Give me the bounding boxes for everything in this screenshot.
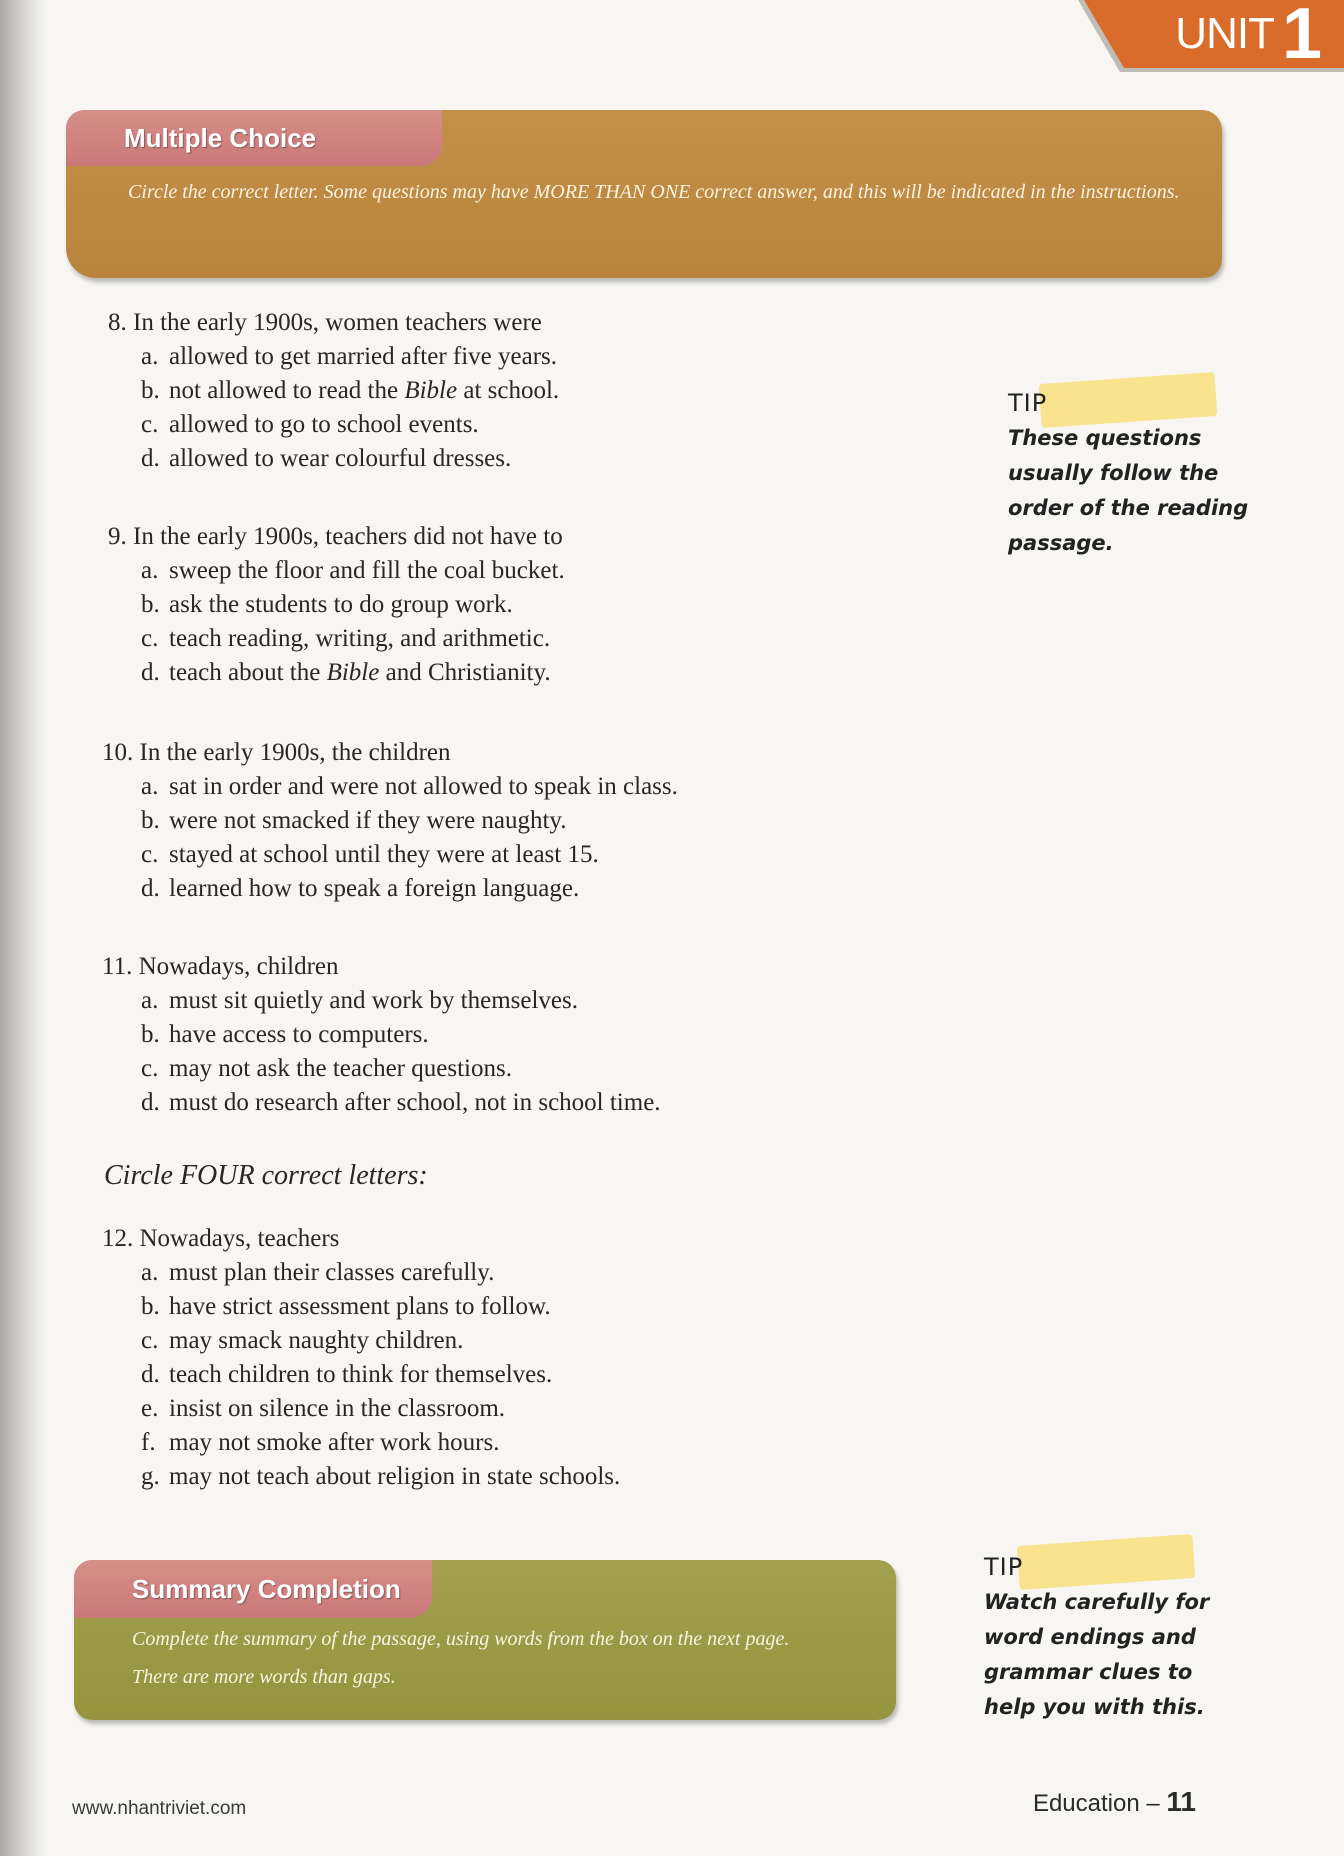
- page-number: 11: [1166, 1786, 1196, 1817]
- tip-line: grammar clues to: [984, 1660, 1193, 1684]
- option-letter: c.: [141, 625, 159, 652]
- option-b[interactable]: [141, 374, 559, 408]
- option-text: allowed to wear colourful dresses.: [169, 445, 512, 472]
- option-text: must sit quietly and work by themselves.: [169, 987, 578, 1014]
- option-letter: b.: [141, 591, 160, 618]
- footer-url: www.nhantriviet.com: [72, 1798, 247, 1819]
- option-letter: g.: [141, 1463, 160, 1490]
- option-c[interactable]: [141, 622, 565, 656]
- option-c[interactable]: [141, 838, 678, 872]
- option-letter: a.: [141, 343, 159, 370]
- option-d[interactable]: [141, 872, 678, 906]
- question-text: In the early 1900s, teachers did not have to: [133, 523, 563, 550]
- option-text: stayed at school until they were at least 15.: [169, 841, 599, 868]
- tip-line: order of the reading: [1008, 496, 1249, 520]
- tip-box: [984, 1550, 1244, 1725]
- question-8: [108, 306, 559, 476]
- summary-instruction-line: There are more words than gaps.: [132, 1666, 396, 1688]
- unit-heading: [1175, 0, 1322, 74]
- option-text: may not ask the teacher questions.: [169, 1055, 512, 1082]
- option-list: [108, 340, 559, 476]
- question-stem: [102, 736, 678, 770]
- tip-line: help you with this.: [984, 1695, 1205, 1719]
- option-text: were not smacked if they were naughty.: [169, 807, 567, 834]
- option-b[interactable]: [141, 804, 678, 838]
- option-letter: a.: [141, 557, 159, 584]
- question-9: [108, 520, 565, 690]
- option-a[interactable]: [141, 770, 678, 804]
- question-10: [102, 736, 678, 906]
- footer-page: [1033, 1786, 1196, 1818]
- multiple-choice-box: [66, 110, 1222, 278]
- option-text-italic: Bible: [404, 377, 458, 404]
- option-text: must plan their classes carefully.: [169, 1259, 495, 1286]
- question-text: Nowadays, children: [138, 953, 339, 980]
- option-letter: c.: [141, 411, 159, 438]
- option-letter: d.: [141, 875, 160, 902]
- option-text: must do research after school, not in school time.: [169, 1089, 661, 1116]
- question-stem: [108, 306, 559, 340]
- tip-line: Watch carefully for: [984, 1590, 1210, 1614]
- tip-label: TIP: [1008, 389, 1048, 417]
- question-text: Nowadays, teachers: [139, 1225, 340, 1252]
- question-text: In the early 1900s, the children: [139, 739, 451, 766]
- option-list: [108, 1256, 620, 1494]
- tip-label: TIP: [984, 1553, 1024, 1581]
- option-text: insist on silence in the classroom.: [169, 1395, 506, 1422]
- option-text: teach about the: [169, 659, 327, 686]
- option-d[interactable]: [141, 1358, 620, 1392]
- option-d[interactable]: [141, 656, 565, 690]
- question-text: In the early 1900s, women teachers were: [133, 309, 542, 336]
- option-text: sweep the floor and fill the coal bucket.: [169, 557, 565, 584]
- option-list: [108, 770, 678, 906]
- option-letter: d.: [141, 659, 160, 686]
- option-f[interactable]: [141, 1426, 620, 1460]
- option-list: [108, 554, 565, 690]
- option-a[interactable]: [141, 1256, 620, 1290]
- unit-word: UNIT: [1175, 9, 1274, 58]
- multiple-choice-instructions: Circle the correct letter. Some questions may have MORE THAN ONE correct answer, and this will be indicated in the instructions.: [128, 181, 1180, 203]
- option-text: may smack naughty children.: [169, 1327, 464, 1354]
- footer-section: Education –: [1032, 1790, 1167, 1817]
- option-text: learned how to speak a foreign language.: [169, 875, 580, 902]
- summary-completion-label: Summary Completion: [74, 1560, 432, 1618]
- option-text: allowed to get married after five years.: [169, 343, 558, 370]
- question-stem: [108, 520, 565, 554]
- question-stem: [102, 1222, 620, 1256]
- option-text: may not smoke after work hours.: [169, 1429, 500, 1456]
- option-a[interactable]: [141, 340, 559, 374]
- option-letter: b.: [141, 1021, 160, 1048]
- circle-four-instruction: Circle FOUR correct letters:: [104, 1160, 428, 1191]
- option-text: at school.: [457, 377, 560, 404]
- summary-completion-instructions: [132, 1620, 892, 1696]
- tip-line: word endings and: [984, 1625, 1196, 1649]
- option-letter: c.: [141, 1055, 159, 1082]
- option-g[interactable]: [141, 1460, 620, 1494]
- question-number: 12.: [102, 1225, 134, 1252]
- option-letter: b.: [141, 1293, 160, 1320]
- option-text: teach children to think for themselves.: [169, 1361, 553, 1388]
- option-text: have strict assessment plans to follow.: [169, 1293, 551, 1320]
- option-letter: a.: [141, 1259, 159, 1286]
- option-e[interactable]: [141, 1392, 620, 1426]
- option-letter: b.: [141, 377, 160, 404]
- option-letter: d.: [141, 445, 160, 472]
- option-letter: f.: [141, 1429, 156, 1456]
- option-text: ask the students to do group work.: [169, 591, 513, 618]
- option-letter: d.: [141, 1361, 160, 1388]
- option-c[interactable]: [141, 1324, 620, 1358]
- question-number: 11.: [102, 953, 133, 980]
- tip-line: These questions: [1008, 426, 1202, 450]
- option-d[interactable]: [141, 1086, 661, 1120]
- option-list: [108, 984, 661, 1120]
- question-11: [102, 950, 661, 1120]
- option-letter: e.: [141, 1395, 159, 1422]
- question-number: 9.: [108, 523, 127, 550]
- option-b[interactable]: [141, 588, 565, 622]
- tip-box: [1008, 386, 1258, 561]
- option-d[interactable]: [141, 442, 559, 476]
- tip-line: usually follow the: [1008, 461, 1219, 485]
- question-number: 10.: [102, 739, 134, 766]
- option-letter: d.: [141, 1089, 160, 1116]
- option-text: not allowed to read the: [169, 377, 405, 404]
- multiple-choice-label: Multiple Choice: [66, 110, 442, 166]
- option-text: and Christianity.: [379, 659, 551, 686]
- question-12: [102, 1222, 620, 1494]
- option-text: allowed to go to school events.: [169, 411, 479, 438]
- option-b[interactable]: [141, 1290, 620, 1324]
- option-letter: c.: [141, 1327, 159, 1354]
- unit-number: 1: [1281, 0, 1322, 74]
- option-b[interactable]: [141, 1018, 661, 1052]
- option-letter: b.: [141, 807, 160, 834]
- option-text: sat in order and were not allowed to speak in class.: [169, 773, 678, 800]
- tip-line: passage.: [1008, 531, 1114, 555]
- option-a[interactable]: [141, 984, 661, 1018]
- book-spine-shadow: [0, 0, 48, 1856]
- option-text: have access to computers.: [169, 1021, 429, 1048]
- option-text: teach reading, writing, and arithmetic.: [169, 625, 551, 652]
- summary-completion-box: [74, 1560, 896, 1720]
- summary-instruction-line: Complete the summary of the passage, using words from the box on the next page.: [132, 1628, 790, 1650]
- option-c[interactable]: [141, 408, 559, 442]
- option-letter: a.: [141, 987, 159, 1014]
- option-c[interactable]: [141, 1052, 661, 1086]
- option-text: may not teach about religion in state schools.: [169, 1463, 621, 1490]
- option-letter: a.: [141, 773, 159, 800]
- option-letter: c.: [141, 841, 159, 868]
- question-stem: [102, 950, 661, 984]
- option-text-italic: Bible: [326, 659, 380, 686]
- question-number: 8.: [108, 309, 127, 336]
- option-a[interactable]: [141, 554, 565, 588]
